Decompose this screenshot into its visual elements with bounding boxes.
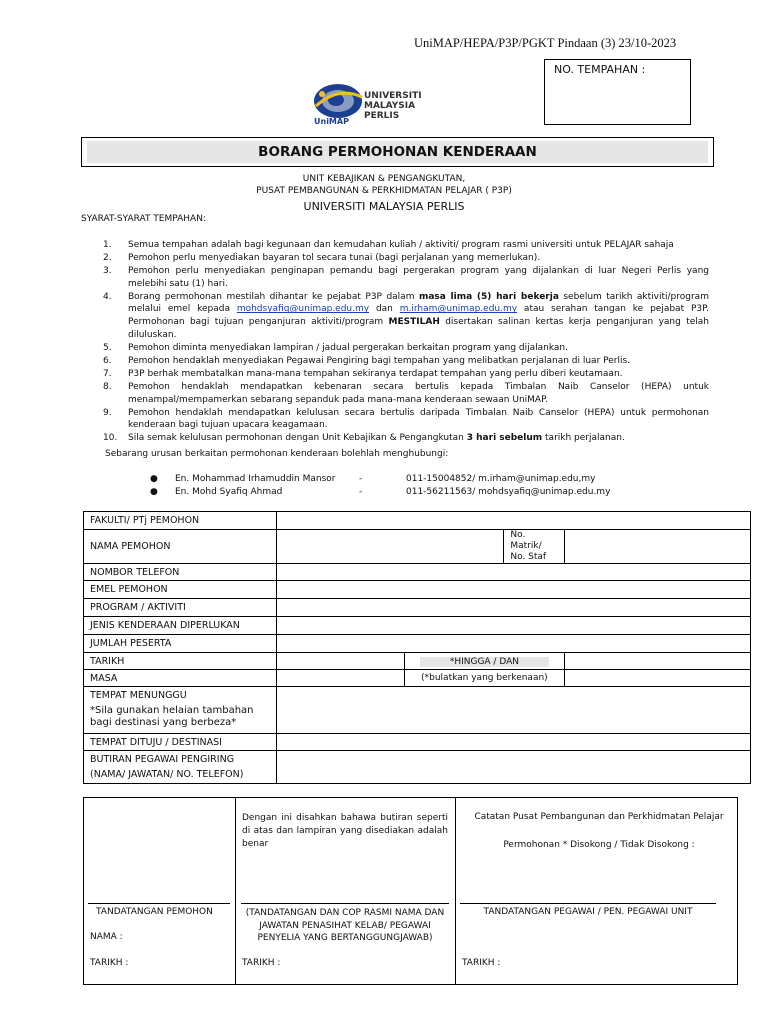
column-divider (455, 798, 456, 984)
officer-signature-label: TANDATANGAN PEGAWAI / PEN. PEGAWAI UNIT (483, 907, 693, 917)
term-2: 2. Pemohon perlu menyediakan bayaran tol secara tunai (bagi perjalanan yang memerlukan). (103, 253, 541, 264)
email-link-irham[interactable]: m.irham@unimap.edu.my (399, 304, 518, 315)
date-range-separator[interactable]: *HINGGA / DAN (404, 653, 565, 670)
term-7: 7. P3P berhak membatalkan mana-mana tempahan sekiranya terdapat tempahan yang perlu diberi keutamaan. (103, 368, 623, 379)
table-row (84, 599, 751, 617)
bullet-icon: ● (150, 487, 158, 497)
contact-separator: - (359, 474, 363, 484)
column-divider (235, 798, 236, 984)
field-label: NOMBOR TELEFON (84, 564, 277, 581)
term-6: 6. Pemohon hendaklah menyediakan Pegawai Pengiring bagi tempahan yang melibatkan perjalanan di luar Perlis. (103, 355, 631, 366)
form-title-box (81, 137, 714, 167)
org-line-1: UNIT KEBAJIKAN & PENGANGKUTAN, (302, 174, 466, 184)
extra-sheet-note: *Sila gunakan helaian tambahan bagi destinasi yang berbeza* (90, 705, 254, 728)
logo-text-line1: UNIVERSITI (364, 91, 422, 101)
phone-input[interactable] (276, 564, 750, 581)
field-label: EMEL PEMOHON (84, 581, 277, 599)
field-label: NAMA PEMOHON (84, 530, 277, 564)
matric-number-input[interactable] (565, 530, 751, 564)
advisor-signature-label: (TANDATANGAN DAN COP RASMI NAMA DAN JAWATAN PENASIHAT KELAB/ PEGAWAI PENYELIA YANG BERTANGGUNGJAWAB) (245, 908, 445, 943)
org-line-3: UNIVERSITI MALAYSIA PERLIS (303, 200, 465, 213)
application-form-table (83, 511, 751, 784)
field-label: JENIS KENDERAAN DIPERLUKAN (84, 617, 277, 635)
table-row (84, 670, 751, 687)
table-row (84, 512, 751, 530)
time-from-input[interactable] (276, 670, 404, 687)
circle-note: (*bulatkan yang berkenaan) (404, 670, 565, 687)
applicant-signature-label: TANDATANGAN PEMOHON (96, 907, 213, 917)
field-label: TEMPAT MENUNGGU *Sila gunakan helaian tambahan bagi destinasi yang berbeza* (84, 687, 277, 734)
table-row (84, 581, 751, 599)
date-to-input[interactable] (565, 653, 751, 670)
escort-officer-input[interactable] (276, 751, 750, 784)
field-label: BUTIRAN PEGAWAI PENGIRING (NAMA/ JAWATAN/ NO. TELEFON) (84, 751, 277, 784)
contact-intro: Sebarang urusan berkaitan permohonan kenderaan bolehlah menghubungi: (105, 449, 449, 459)
field-label: PROGRAM / AKTIVITI (84, 599, 277, 617)
field-label: JUMLAH PESERTA (84, 635, 277, 653)
officer-signature-line[interactable] (460, 903, 716, 904)
unimap-logo (312, 80, 434, 126)
applicant-name-label: NAMA : (90, 932, 123, 942)
contact-info: 011-15004852/ m.irham@unimap.edu,my (406, 474, 596, 484)
advisor-signature-line[interactable] (241, 903, 449, 904)
org-line-2: PUSAT PEMBANGUNAN & PERKHIDMATAN PELAJAR ( P3P) (256, 186, 512, 196)
applicant-date-label: TARIKH : (90, 958, 129, 968)
date-from-input[interactable] (276, 653, 404, 670)
applicant-name-input[interactable] (276, 530, 504, 564)
term-3: 3. Pemohon perlu menyediakan penginapan pemandu bagi pergerakan program yang dijalankan di luar Negeri Perlis yang melebihi satu (1) hari. (103, 266, 709, 289)
table-row (84, 530, 751, 564)
email-input[interactable] (276, 581, 750, 599)
contact-name: En. Mohd Syafiq Ahmad (175, 487, 283, 497)
contact-separator: - (359, 487, 363, 497)
verification-statement: Dengan ini disahkan bahawa butiran seperti di atas dan lampiran yang disediakan adalah benar (242, 813, 448, 849)
table-row (84, 635, 751, 653)
table-row (84, 751, 751, 784)
field-label: TEMPAT DITUJU / DESTINASI (84, 734, 277, 751)
time-to-input[interactable] (565, 670, 751, 687)
table-row (84, 617, 751, 635)
signature-section (83, 797, 738, 985)
applicant-signature-line[interactable] (88, 903, 230, 904)
booking-number-box[interactable] (544, 59, 691, 125)
bullet-icon: ● (150, 474, 158, 484)
document-code: UniMAP/HEPA/P3P/PGKT Pindaan (3) 23/10-2023 (414, 36, 677, 50)
term-4: 4. Borang permohonan mestilah dihantar ke pejabat P3P dalam masa lima (5) hari bekerja sebelum tarikh aktiviti/program melalui emel kepada mohdsyafiq@unimap.edu.my dan m.irham@unimap.edu.my atau serahan tangan ke pejabat P3P. Permohonan bagi tujuan penganjuran aktiviti/program MESTILAH disertakan salinan kertas kerja penganjuran yang telah diluluskan. (103, 291, 709, 340)
table-row (84, 653, 751, 670)
table-row (84, 734, 751, 751)
approval-status[interactable]: Permohonan * Disokong / Tidak Disokong : (503, 840, 695, 850)
term-9: 9. Pemohon hendaklah mendapatkan kelulusan secara bertulis daripada Timbalan Naib Canselor (HEPA) untuk permohonan kenderaan bagi tujuan upacara keagamaan. (103, 407, 709, 431)
officer-date-label: TARIKH : (462, 958, 501, 968)
vehicle-type-input[interactable] (276, 617, 750, 635)
field-label: TARIKH (84, 653, 277, 670)
logo-text-line3: PERLIS (364, 111, 400, 121)
contact-info: 011-56211563/ mohdsyafiq@unimap.edu.my (406, 487, 611, 497)
term-10: 10. Sila semak kelulusan permohonan dengan Unit Kebajikan & Pengangkutan 3 hari sebelum tarikh perjalanan. (103, 433, 625, 444)
destination-input[interactable] (276, 734, 750, 751)
field-label: MASA (84, 670, 277, 687)
terms-list (81, 239, 709, 446)
faculty-input[interactable] (276, 512, 750, 530)
logo-brand: UniMAP (314, 117, 349, 126)
advisor-date-label: TARIKH : (242, 958, 281, 968)
program-input[interactable] (276, 599, 750, 617)
terms-heading: SYARAT-SYARAT TEMPAHAN: (81, 214, 206, 224)
term-8: 8. Pemohon hendaklah mendapatkan kebenaran secara bertulis kepada Timbalan Naib Canselor (HEPA) untuk menampal/mempamerkan sebarang sepanduk pada mana-mana kenderaan sewaan UniMAP. (103, 382, 709, 405)
booking-number-label: NO. TEMPAHAN : (554, 63, 646, 76)
form-title: BORANG PERMOHONAN KENDERAAN (87, 141, 708, 163)
field-label: No. Matrik/ No. Staf (504, 530, 565, 564)
field-label: FAKULTI/ PTj PEMOHON (84, 512, 277, 530)
table-row (84, 564, 751, 581)
email-link-syafiq[interactable]: mohdsyafiq@unimap.edu.my (236, 304, 370, 315)
contact-name: En. Mohammad Irhamuddin Mansor (175, 474, 336, 484)
waiting-place-input[interactable] (276, 687, 750, 734)
term-5: 5. Pemohon diminta menyediakan lampiran / jadual pergerakan berkaitan program yang dijalankan. (103, 342, 568, 353)
logo-text-line2: MALAYSIA (364, 101, 416, 111)
term-1: 1. Semua tempahan adalah bagi kegunaan dan kemudahan kuliah / aktiviti/ program rasmi universiti untuk PELAJAR sahaja (103, 240, 674, 250)
participants-input[interactable] (276, 635, 750, 653)
table-row (84, 687, 751, 734)
p3p-notes-title: Catatan Pusat Pembangunan dan Perkhidmatan Pelajar (474, 812, 724, 822)
